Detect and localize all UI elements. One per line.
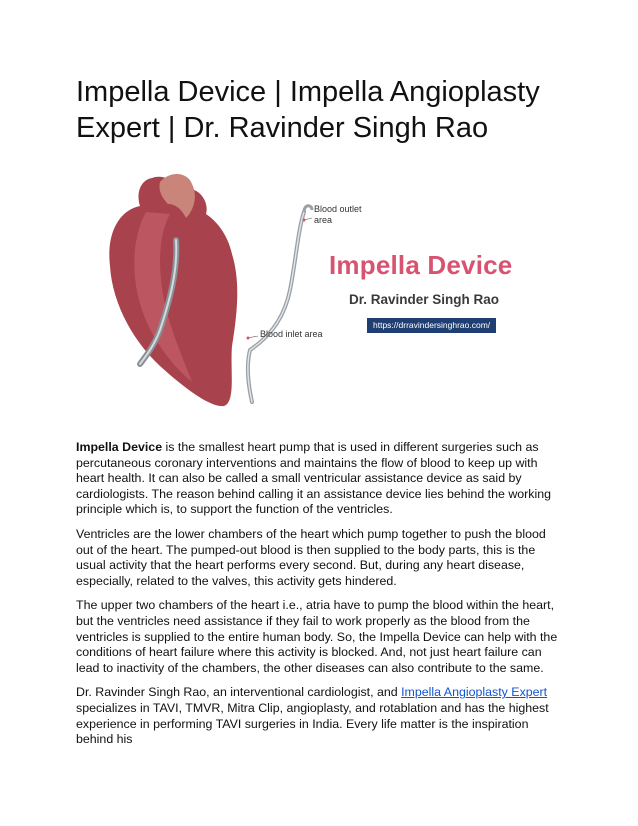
blood-inlet-label: Blood inlet area (260, 329, 323, 339)
paragraph-1 (76, 440, 566, 518)
impella-device (248, 212, 304, 402)
article-body (76, 440, 566, 757)
paragraph-4 (76, 685, 566, 747)
blood-outlet-label-line2: area (314, 215, 333, 225)
paragraph-text: is the smallest heart pump that is used in different surgeries such as percutaneous coronary interventions and maintains the flow of blood to keep up with heart health. It can also be called a small ventricular assistance device as said by cardiologists. The reason behind calling it an assistance device lies behind the working principle which is, to support the function of the ventricles. (76, 440, 552, 517)
brand-subtitle: Dr. Ravinder Singh Rao (349, 292, 500, 307)
paragraph-text: Dr. Ravinder Singh Rao, an interventional cardiologist, and (76, 685, 402, 700)
paragraph-2: Ventricles are the lower chambers of the heart which pump together to push the blood out of the heart. The pumped-out blood is then supplied to the body parts, this is the usual activity that the heart performs every second. But, during any heart disease, especially, related to the valves, this activity gets hindered. (76, 526, 546, 588)
brand-title: Impella Device (329, 250, 513, 280)
device-tip (304, 206, 312, 212)
document-title: Impella Device | Impella Angioplasty Expert | Dr. Ravinder Singh Rao (76, 76, 540, 144)
brand-url-badge: https://drravindersinghrao.com/ (367, 318, 496, 333)
impella-angioplasty-expert-link[interactable]: Impella Angioplasty Expert (401, 685, 548, 700)
paragraph-text: specializes in TAVI, TMVR, Mitra Clip, angioplasty, and rotablation and has the highest experience in performing TAVI surgeries in India. Every life matter is the inspiration behind his (76, 700, 549, 747)
impella-figure (100, 170, 550, 410)
blood-outlet-label: Blood outlet (314, 204, 362, 214)
paragraph-3: The upper two chambers of the heart i.e., atria have to pump the blood within the heart, but the ventricles need assistance if they fail to work properly as the blood from the ventricles is supplied to the entire human body. So, the Impella Device can help with the conditions of heart failure where this activity is blocked. And, not just heart failure can lead to inactivity of the chambers, the other diseases can also contribute to the same. (76, 598, 558, 675)
bold-lead: Impella Device (76, 440, 163, 454)
